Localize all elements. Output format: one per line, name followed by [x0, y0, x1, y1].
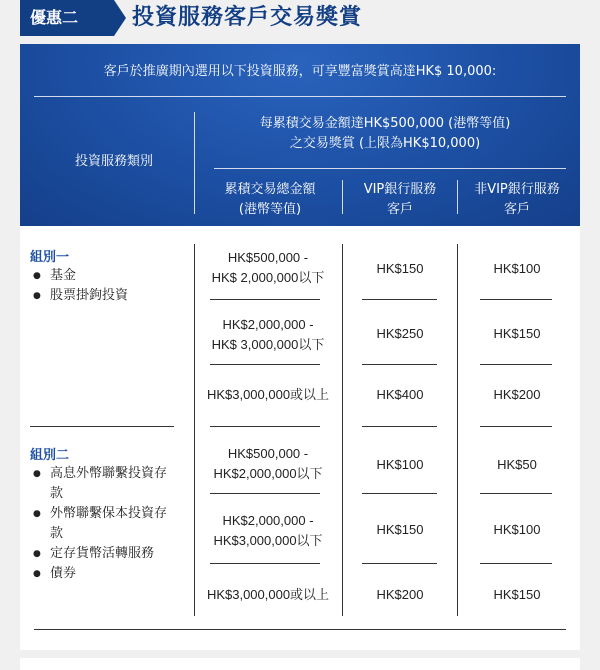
list-item: ● 定存貨幣活轉服務 — [30, 544, 178, 564]
reward-header-line2: 之交易獎賞 (上限為HK$10,000) — [289, 136, 481, 151]
g2-r2-amount1: HK$2,000,000 - — [222, 513, 314, 528]
list-item: ● 債券 — [30, 564, 178, 584]
g1-r2-vip: HK$250 — [376, 326, 424, 341]
g2-r1-amount2: HK$2,000,000以下 — [213, 466, 323, 481]
reward-header-line1: 每累積交易金額達HK$500,000 (港幣等值) — [259, 116, 511, 131]
row-divider — [362, 299, 437, 300]
category-header: 投資服務類別 — [74, 154, 153, 169]
header-divider — [34, 96, 566, 97]
group-divider — [210, 426, 320, 427]
offer-header — [20, 0, 580, 36]
g2-r1-amount1: HK$500,000 - — [227, 446, 309, 461]
header-subdivider — [214, 168, 566, 169]
reward-table-card — [20, 44, 580, 650]
col-nonvip-line2: 客戶 — [503, 202, 530, 217]
group-divider — [362, 426, 437, 427]
offer-tag: 優惠二 — [20, 0, 114, 36]
row-divider — [480, 563, 552, 564]
g1-r1-amount2: HK$ 2,000,000以下 — [211, 270, 325, 285]
g1-r3-amount: HK$3,000,000或以上 — [206, 387, 330, 402]
row-divider — [480, 299, 552, 300]
g2-r3-nonvip: HK$150 — [493, 587, 541, 602]
table-bottom-divider — [34, 629, 566, 630]
group1-title: 組別一 — [30, 250, 70, 265]
col-vip-line2: 客戶 — [386, 202, 413, 217]
row-divider — [362, 493, 437, 494]
body-vdivider-1 — [194, 244, 195, 616]
col-nonvip-line1: 非VIP銀行服務 — [474, 182, 560, 197]
next-card — [20, 658, 580, 670]
col-amount-line2: (港幣等值) — [238, 202, 302, 217]
g2-r2-nonvip: HK$100 — [493, 522, 541, 537]
body-vdivider-3 — [457, 244, 458, 616]
group2-title: 組別二 — [30, 448, 70, 463]
col-vip-line1: VIP銀行服務 — [363, 182, 437, 197]
g1-r1-nonvip: HK$100 — [493, 261, 541, 276]
row-divider — [362, 364, 437, 365]
group-divider — [30, 426, 174, 427]
g2-r3-amount: HK$3,000,000或以上 — [206, 587, 330, 602]
row-divider — [210, 493, 320, 494]
row-divider — [362, 563, 437, 564]
intro-text: 客戶於推廣期內選用以下投資服務，可享豐富獎賞高達HK$ 10,000: — [103, 64, 497, 79]
g1-r2-nonvip: HK$150 — [493, 326, 541, 341]
offer-title: 投資服務客戶交易獎賞 — [132, 5, 363, 30]
body-vdivider-2 — [342, 244, 343, 616]
group-divider — [480, 426, 552, 427]
row-divider — [210, 299, 320, 300]
list-item: ● 股票掛鉤投資 — [30, 286, 178, 306]
chevron-right-icon — [114, 0, 126, 36]
list-item: ● 基金 — [30, 266, 178, 286]
group1-list — [30, 266, 178, 306]
row-divider — [210, 563, 320, 564]
g1-r1-amount1: HK$500,000 - — [227, 250, 309, 265]
g1-r3-nonvip: HK$200 — [493, 387, 541, 402]
group2-list — [30, 464, 178, 584]
g1-r2-amount1: HK$2,000,000 - — [222, 317, 314, 332]
g2-r1-nonvip: HK$50 — [497, 457, 537, 472]
g1-r3-vip: HK$400 — [376, 387, 424, 402]
g1-r2-amount2: HK$ 3,000,000以下 — [211, 337, 325, 352]
promo-page — [20, 0, 580, 670]
list-item: ● 外幣聯繫保本投資存款 — [30, 504, 178, 544]
g1-r1-vip: HK$150 — [376, 261, 424, 276]
g2-r2-amount2: HK$3,000,000以下 — [213, 533, 323, 548]
g2-r3-vip: HK$200 — [376, 587, 424, 602]
row-divider — [210, 364, 320, 365]
table-header — [20, 44, 580, 226]
list-item: ● 高息外幣聯繫投資存款 — [30, 464, 178, 504]
row-divider — [480, 493, 552, 494]
row-divider — [480, 364, 552, 365]
g2-r1-vip: HK$100 — [376, 457, 424, 472]
g2-r2-vip: HK$150 — [376, 522, 424, 537]
col-amount-line1: 累積交易總金額 — [224, 182, 316, 197]
